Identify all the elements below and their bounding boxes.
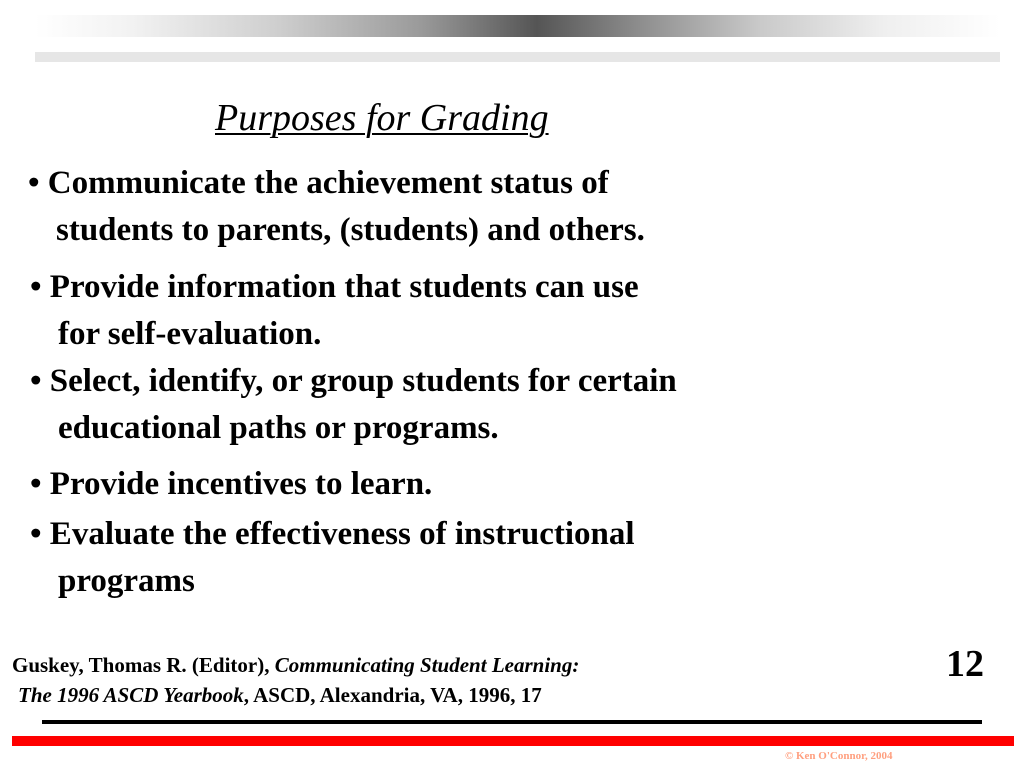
bullet-text: • Provide information that students can use [30,269,639,305]
footer-red-rule [12,736,1014,746]
bullet-text: • Provide incentives to learn. [30,466,433,502]
slide-title: Purposes for Grading [215,97,549,139]
bullet-text-continuation: educational paths or programs. [58,410,499,446]
bullet-item [30,511,635,605]
citation-title-part-1: Communicating Student Learning: [274,653,580,677]
citation-publisher: , ASCD, Alexandria, VA, 1996, 17 [243,683,542,707]
citation-title-part-2: The 1996 ASCD Yearbook [18,683,244,707]
bullet-text-continuation: programs [58,563,195,599]
citation-author: Guskey, Thomas R. (Editor), [12,653,275,677]
header-gradient-bar [35,15,1000,37]
bullet-item [30,264,639,358]
citation-line-1 [12,650,579,680]
page-number: 12 [946,643,984,685]
header-gray-bar [35,52,1000,62]
bullet-item [28,160,645,254]
copyright-notice: © Ken O'Connor, 2004 [785,750,893,762]
bullet-item [30,461,432,508]
citation-line-2 [12,680,579,710]
bullet-item [30,358,677,452]
footer-black-rule [42,720,982,724]
citation [12,650,579,710]
bullet-text-continuation: students to parents, (students) and others. [56,212,645,248]
bullet-text-continuation: for self-evaluation. [58,316,322,352]
bullet-text: • Communicate the achievement status of [28,165,609,201]
bullet-text: • Evaluate the effectiveness of instructional [30,516,635,552]
bullet-text: • Select, identify, or group students for certain [30,363,677,399]
